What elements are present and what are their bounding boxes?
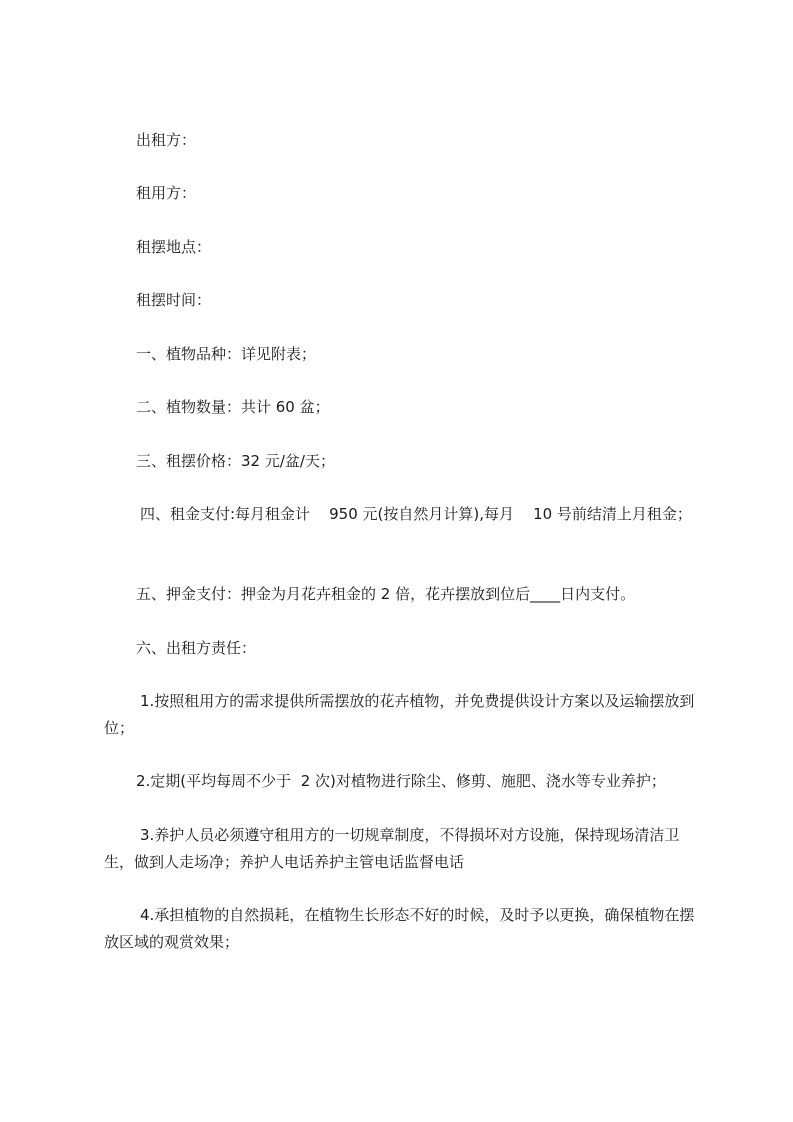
- clause-plant-variety: 一、植物品种：详见附表；: [136, 345, 317, 363]
- clause-rental-price: 三、租摆价格：32 元/盆/天；: [136, 452, 335, 470]
- lessee-line: 租用方：: [136, 184, 197, 202]
- duty-item-1: 1.按照租用方的需求提供所需摆放的花卉植物，并免费提供设计方案以及运输摆放到位；: [104, 692, 695, 737]
- duty-item-3: 3.养护人员必须遵守租用方的一切规章制度，不得损坏对方设施，保持现场清洁卫生，做到人走场净；养护人电话养护主管电话监督电话: [104, 826, 680, 871]
- time-line: 租摆时间：: [136, 291, 212, 309]
- duty-item-4: 4.承担植物的自然损耗，在植物生长形态不好的时候，及时予以更换，确保植物在摆放区域的观赏效果；: [104, 906, 695, 951]
- clause-deposit: 五、押金支付：押金为月花卉租金的 2 倍，花卉摆放到位后____日内支付。: [136, 585, 636, 603]
- lessor-line: 出租方：: [136, 131, 197, 149]
- clause-rent-payment: 四、租金支付:每月租金计 950 元(按自然月计算),每月 10 号前结清上月租金；: [140, 505, 692, 523]
- clause-lessor-duties: 六、出租方责任：: [136, 639, 257, 657]
- clause-plant-quantity: 二、植物数量：共计 60 盆；: [136, 398, 330, 416]
- location-line: 租摆地点：: [136, 238, 212, 256]
- duty-item-2: 2.定期(平均每周不少于 2 次)对植物进行除尘、修剪、施肥、浇水等专业养护；: [136, 772, 666, 790]
